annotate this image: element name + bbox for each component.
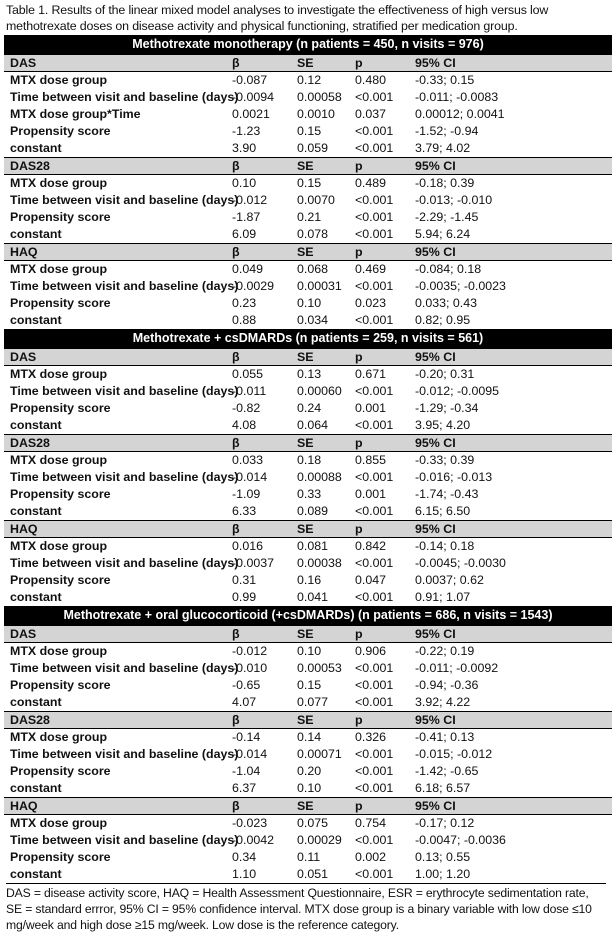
ci-value: -0.33; 0.39 bbox=[415, 453, 475, 467]
p-value: 0.002 bbox=[355, 850, 387, 864]
table-row bbox=[4, 643, 612, 660]
ci-value: 0.13; 0.55 bbox=[415, 850, 471, 864]
ci-value: -0.18; 0.39 bbox=[415, 176, 475, 190]
table-row bbox=[4, 555, 612, 572]
column-header: 95% CI bbox=[415, 436, 456, 450]
se-value: 0.00071 bbox=[297, 747, 342, 761]
column-header: β bbox=[232, 159, 240, 173]
column-header: p bbox=[355, 245, 363, 259]
column-header: SE bbox=[297, 350, 314, 364]
p-value: <0.001 bbox=[355, 470, 394, 484]
se-value: 0.21 bbox=[297, 210, 322, 224]
se-value: 0.18 bbox=[297, 453, 322, 467]
p-value: 0.754 bbox=[355, 816, 387, 830]
ci-value: -0.41; 0.13 bbox=[415, 730, 475, 744]
p-value: <0.001 bbox=[355, 193, 394, 207]
beta-value: 1.10 bbox=[232, 867, 257, 881]
p-value: <0.001 bbox=[355, 764, 394, 778]
row-label: MTX dose group bbox=[10, 539, 108, 553]
table-row bbox=[4, 312, 612, 329]
row-label: MTX dose group bbox=[10, 367, 108, 381]
ci-value: -1.74; -0.43 bbox=[415, 487, 479, 501]
outcome-name: DAS bbox=[10, 56, 37, 70]
section-header: Methotrexate + csDMARDs (n patients = 259, n visits = 561) bbox=[4, 329, 612, 348]
beta-value: -0.087 bbox=[232, 73, 268, 87]
p-value: 0.326 bbox=[355, 730, 387, 744]
row-label: Time between visit and baseline (days) bbox=[10, 90, 239, 104]
se-value: 0.00038 bbox=[297, 556, 342, 570]
se-value: 0.15 bbox=[297, 678, 322, 692]
beta-value: 0.055 bbox=[232, 367, 264, 381]
table-row bbox=[4, 140, 612, 157]
row-label: Propensity score bbox=[10, 487, 111, 501]
column-header: SE bbox=[297, 56, 314, 70]
ci-value: -0.015; -0.012 bbox=[415, 747, 493, 761]
row-label: MTX dose group*Time bbox=[10, 107, 141, 121]
column-header: 95% CI bbox=[415, 245, 456, 259]
beta-value: -0.014 bbox=[232, 747, 268, 761]
outcome-header bbox=[4, 348, 612, 366]
row-label: constant bbox=[10, 418, 62, 432]
ci-value: -2.29; -1.45 bbox=[415, 210, 479, 224]
p-value: <0.001 bbox=[355, 141, 394, 155]
row-label: MTX dose group bbox=[10, 730, 108, 744]
column-header: p bbox=[355, 436, 363, 450]
row-label: MTX dose group bbox=[10, 176, 108, 190]
row-label: constant bbox=[10, 867, 62, 881]
outcome-header bbox=[4, 434, 612, 452]
column-header: 95% CI bbox=[415, 56, 456, 70]
p-value: <0.001 bbox=[355, 590, 394, 604]
row-label: Propensity score bbox=[10, 850, 111, 864]
beta-value: 3.90 bbox=[232, 141, 257, 155]
table-row bbox=[4, 226, 612, 243]
table-row bbox=[4, 383, 612, 400]
row-label: constant bbox=[10, 141, 62, 155]
se-value: 0.00053 bbox=[297, 661, 342, 675]
outcome-name: HAQ bbox=[10, 245, 38, 259]
beta-value: 0.0021 bbox=[232, 107, 270, 121]
se-value: 0.00058 bbox=[297, 90, 342, 104]
beta-value: -1.23 bbox=[232, 124, 261, 138]
beta-value: 4.08 bbox=[232, 418, 257, 432]
table-row bbox=[4, 89, 612, 106]
beta-value: 0.016 bbox=[232, 539, 264, 553]
ci-value: -0.084; 0.18 bbox=[415, 262, 482, 276]
column-header: 95% CI bbox=[415, 713, 456, 727]
row-label: Time between visit and baseline (days) bbox=[10, 279, 239, 293]
se-value: 0.078 bbox=[297, 227, 329, 241]
p-value: 0.037 bbox=[355, 107, 387, 121]
beta-value: 6.37 bbox=[232, 781, 257, 795]
row-label: Time between visit and baseline (days) bbox=[10, 193, 239, 207]
outcome-name: DAS28 bbox=[10, 713, 50, 727]
row-label: MTX dose group bbox=[10, 262, 108, 276]
p-value: 0.671 bbox=[355, 367, 387, 381]
row-label: Propensity score bbox=[10, 764, 111, 778]
column-header: p bbox=[355, 159, 363, 173]
beta-value: 6.33 bbox=[232, 504, 257, 518]
ci-value: 0.0037; 0.62 bbox=[415, 573, 484, 587]
table-row bbox=[4, 572, 612, 589]
ci-value: 0.033; 0.43 bbox=[415, 296, 478, 310]
se-value: 0.077 bbox=[297, 695, 329, 709]
se-value: 0.0010 bbox=[297, 107, 335, 121]
beta-value: -0.023 bbox=[232, 816, 268, 830]
se-value: 0.10 bbox=[297, 644, 322, 658]
ci-value: -0.011; -0.0083 bbox=[415, 90, 499, 104]
table-row bbox=[4, 261, 612, 278]
beta-value: -0.0037 bbox=[232, 556, 275, 570]
p-value: <0.001 bbox=[355, 556, 394, 570]
se-value: 0.089 bbox=[297, 504, 329, 518]
se-value: 0.00088 bbox=[297, 470, 342, 484]
table-row bbox=[4, 832, 612, 849]
beta-value: -1.09 bbox=[232, 487, 261, 501]
ci-value: -0.012; -0.0095 bbox=[415, 384, 500, 398]
ci-value: -0.011; -0.0092 bbox=[415, 661, 499, 675]
se-value: 0.15 bbox=[297, 124, 322, 138]
column-header: β bbox=[232, 56, 240, 70]
table-row bbox=[4, 366, 612, 383]
se-value: 0.33 bbox=[297, 487, 322, 501]
se-value: 0.00029 bbox=[297, 833, 342, 847]
row-label: MTX dose group bbox=[10, 453, 108, 467]
table-row bbox=[4, 866, 612, 883]
row-label: Propensity score bbox=[10, 296, 111, 310]
beta-value: -0.014 bbox=[232, 470, 268, 484]
p-value: <0.001 bbox=[355, 867, 394, 881]
p-value: <0.001 bbox=[355, 781, 394, 795]
ci-value: -0.14; 0.18 bbox=[415, 539, 475, 553]
beta-value: 0.10 bbox=[232, 176, 257, 190]
se-value: 0.00060 bbox=[297, 384, 342, 398]
se-value: 0.0070 bbox=[297, 193, 335, 207]
outcome-name: DAS bbox=[10, 350, 37, 364]
beta-value: -0.011 bbox=[232, 384, 267, 398]
column-header: 95% CI bbox=[415, 627, 456, 641]
se-value: 0.059 bbox=[297, 141, 329, 155]
p-value: <0.001 bbox=[355, 661, 394, 675]
column-header: 95% CI bbox=[415, 350, 456, 364]
beta-value: 6.09 bbox=[232, 227, 257, 241]
row-label: Time between visit and baseline (days) bbox=[10, 833, 239, 847]
table-row bbox=[4, 486, 612, 503]
table-row bbox=[4, 400, 612, 417]
se-value: 0.14 bbox=[297, 730, 322, 744]
outcome-header bbox=[4, 243, 612, 261]
column-header: β bbox=[232, 522, 240, 536]
table-row bbox=[4, 660, 612, 677]
row-label: Time between visit and baseline (days) bbox=[10, 556, 239, 570]
table-row bbox=[4, 849, 612, 866]
beta-value: 0.99 bbox=[232, 590, 257, 604]
outcome-header bbox=[4, 157, 612, 175]
ci-value: 0.91; 1.07 bbox=[415, 590, 471, 604]
ci-value: -0.016; -0.013 bbox=[415, 470, 493, 484]
beta-value: -0.0029 bbox=[232, 279, 275, 293]
beta-value: -0.0094 bbox=[232, 90, 275, 104]
row-label: Time between visit and baseline (days) bbox=[10, 661, 239, 675]
row-label: Propensity score bbox=[10, 401, 111, 415]
ci-value: -0.0047; -0.0036 bbox=[415, 833, 506, 847]
row-label: constant bbox=[10, 781, 62, 795]
beta-value: -0.010 bbox=[232, 661, 268, 675]
p-value: 0.842 bbox=[355, 539, 387, 553]
p-value: <0.001 bbox=[355, 279, 394, 293]
ci-value: 3.79; 4.02 bbox=[415, 141, 471, 155]
outcome-header bbox=[4, 625, 612, 643]
beta-value: -0.0042 bbox=[232, 833, 275, 847]
se-value: 0.13 bbox=[297, 367, 322, 381]
column-header: SE bbox=[297, 436, 314, 450]
row-label: Propensity score bbox=[10, 210, 111, 224]
se-value: 0.20 bbox=[297, 764, 322, 778]
column-header: β bbox=[232, 799, 240, 813]
ci-value: 6.15; 6.50 bbox=[415, 504, 471, 518]
row-label: Propensity score bbox=[10, 573, 111, 587]
row-label: Time between visit and baseline (days) bbox=[10, 747, 239, 761]
p-value: 0.001 bbox=[355, 401, 387, 415]
table-row bbox=[4, 123, 612, 140]
p-value: 0.480 bbox=[355, 73, 387, 87]
table-row bbox=[4, 677, 612, 694]
beta-value: -0.012 bbox=[232, 193, 268, 207]
column-header: p bbox=[355, 350, 363, 364]
outcome-header bbox=[4, 797, 612, 815]
se-value: 0.10 bbox=[297, 296, 322, 310]
table-row bbox=[4, 469, 612, 486]
row-label: Propensity score bbox=[10, 124, 111, 138]
outcome-name: HAQ bbox=[10, 522, 38, 536]
p-value: <0.001 bbox=[355, 90, 394, 104]
table-row bbox=[4, 417, 612, 434]
beta-value: -0.82 bbox=[232, 401, 261, 415]
table-footnote: DAS = disease activity score, HAQ = Health Assessment Questionnaire, ESR = erythrocyte sedimentation rate, SE = standard errror, 95% CI = 95% confidence interval. MTX dose group is a binary variable with low dose ≤10 mg/week and high dose ≥15 mg/week. Low dose is the reference category. bbox=[6, 883, 606, 933]
column-header: SE bbox=[297, 627, 314, 641]
beta-value: 4.07 bbox=[232, 695, 257, 709]
ci-value: -1.52; -0.94 bbox=[415, 124, 479, 138]
se-value: 0.00031 bbox=[297, 279, 342, 293]
p-value: 0.855 bbox=[355, 453, 387, 467]
column-header: 95% CI bbox=[415, 799, 456, 813]
table-row bbox=[4, 538, 612, 555]
p-value: 0.023 bbox=[355, 296, 387, 310]
column-header: β bbox=[232, 627, 240, 641]
se-value: 0.15 bbox=[297, 176, 322, 190]
table-row bbox=[4, 780, 612, 797]
table-caption: Table 1. Results of the linear mixed model analyses to investigate the effectiveness of high versus low methotrexate doses on disease activity and physical functioning, stratified per medication group. bbox=[6, 3, 549, 33]
beta-value: 0.23 bbox=[232, 296, 257, 310]
beta-value: -0.012 bbox=[232, 644, 268, 658]
row-label: MTX dose group bbox=[10, 73, 108, 87]
p-value: 0.906 bbox=[355, 644, 387, 658]
column-header: SE bbox=[297, 159, 314, 173]
ci-value: 0.00012; 0.0041 bbox=[415, 107, 505, 121]
se-value: 0.16 bbox=[297, 573, 322, 587]
column-header: SE bbox=[297, 799, 314, 813]
column-header: p bbox=[355, 56, 363, 70]
column-header: β bbox=[232, 713, 240, 727]
p-value: <0.001 bbox=[355, 678, 394, 692]
ci-value: 0.82; 0.95 bbox=[415, 313, 471, 327]
row-label: Time between visit and baseline (days) bbox=[10, 384, 239, 398]
table-row bbox=[4, 175, 612, 192]
column-header: SE bbox=[297, 245, 314, 259]
se-value: 0.075 bbox=[297, 816, 329, 830]
table-row bbox=[4, 72, 612, 89]
section-header: Methotrexate + oral glucocorticoid (+csDMARDs) (n patients = 686, n visits = 1543) bbox=[4, 606, 612, 625]
ci-value: -0.013; -0.010 bbox=[415, 193, 493, 207]
p-value: <0.001 bbox=[355, 313, 394, 327]
ci-value: -0.0035; -0.0023 bbox=[415, 279, 506, 293]
row-label: MTX dose group bbox=[10, 816, 108, 830]
p-value: <0.001 bbox=[355, 747, 394, 761]
beta-value: 0.049 bbox=[232, 262, 264, 276]
ci-value: 3.95; 4.20 bbox=[415, 418, 471, 432]
outcome-name: DAS bbox=[10, 627, 37, 641]
p-value: <0.001 bbox=[355, 227, 394, 241]
row-label: constant bbox=[10, 504, 62, 518]
table-row bbox=[4, 209, 612, 226]
ci-value: -0.22; 0.19 bbox=[415, 644, 475, 658]
row-label: MTX dose group bbox=[10, 644, 108, 658]
table-row bbox=[4, 763, 612, 780]
table-row bbox=[4, 106, 612, 123]
p-value: 0.489 bbox=[355, 176, 387, 190]
column-header: β bbox=[232, 436, 240, 450]
ci-value: -0.17; 0.12 bbox=[415, 816, 475, 830]
column-header: p bbox=[355, 627, 363, 641]
table-row bbox=[4, 746, 612, 763]
se-value: 0.051 bbox=[297, 867, 329, 881]
se-value: 0.081 bbox=[297, 539, 329, 553]
p-value: <0.001 bbox=[355, 418, 394, 432]
outcome-header bbox=[4, 54, 612, 72]
se-value: 0.10 bbox=[297, 781, 322, 795]
se-value: 0.064 bbox=[297, 418, 329, 432]
se-value: 0.11 bbox=[297, 850, 321, 864]
row-label: constant bbox=[10, 227, 62, 241]
beta-value: 0.34 bbox=[232, 850, 257, 864]
ci-value: 6.18; 6.57 bbox=[415, 781, 471, 795]
row-label: Time between visit and baseline (days) bbox=[10, 470, 239, 484]
column-header: p bbox=[355, 522, 363, 536]
outcome-name: HAQ bbox=[10, 799, 38, 813]
table-row bbox=[4, 503, 612, 520]
p-value: <0.001 bbox=[355, 504, 394, 518]
table-row bbox=[4, 452, 612, 469]
beta-value: 0.033 bbox=[232, 453, 264, 467]
beta-value: 0.31 bbox=[232, 573, 257, 587]
row-label: Propensity score bbox=[10, 678, 111, 692]
row-label: constant bbox=[10, 590, 62, 604]
ci-value: -0.0045; -0.0030 bbox=[415, 556, 506, 570]
row-label: constant bbox=[10, 695, 62, 709]
table-row bbox=[4, 589, 612, 606]
beta-value: -1.04 bbox=[232, 764, 261, 778]
se-value: 0.041 bbox=[297, 590, 329, 604]
section-header: Methotrexate monotherapy (n patients = 450, n visits = 976) bbox=[4, 35, 612, 54]
column-header: 95% CI bbox=[415, 159, 456, 173]
results-table bbox=[4, 35, 612, 883]
table-row bbox=[4, 278, 612, 295]
ci-value: -0.33; 0.15 bbox=[415, 73, 475, 87]
beta-value: 0.88 bbox=[232, 313, 257, 327]
p-value: <0.001 bbox=[355, 124, 394, 138]
column-header: β bbox=[232, 245, 240, 259]
table-row bbox=[4, 694, 612, 711]
column-header: p bbox=[355, 799, 363, 813]
p-value: 0.047 bbox=[355, 573, 387, 587]
beta-value: -1.87 bbox=[232, 210, 261, 224]
beta-value: -0.14 bbox=[232, 730, 261, 744]
p-value: <0.001 bbox=[355, 210, 394, 224]
column-header: SE bbox=[297, 522, 314, 536]
outcome-header bbox=[4, 711, 612, 729]
table-row bbox=[4, 192, 612, 209]
ci-value: 5.94; 6.24 bbox=[415, 227, 471, 241]
ci-value: -0.94; -0.36 bbox=[415, 678, 479, 692]
row-label: constant bbox=[10, 313, 62, 327]
se-value: 0.24 bbox=[297, 401, 322, 415]
p-value: 0.001 bbox=[355, 487, 387, 501]
table-row bbox=[4, 815, 612, 832]
outcome-name: DAS28 bbox=[10, 159, 50, 173]
p-value: 0.469 bbox=[355, 262, 387, 276]
p-value: <0.001 bbox=[355, 384, 394, 398]
column-header: p bbox=[355, 713, 363, 727]
outcome-name: DAS28 bbox=[10, 436, 50, 450]
p-value: <0.001 bbox=[355, 833, 394, 847]
column-header: SE bbox=[297, 713, 314, 727]
p-value: <0.001 bbox=[355, 695, 394, 709]
table-row bbox=[4, 295, 612, 312]
ci-value: -0.20; 0.31 bbox=[415, 367, 475, 381]
se-value: 0.034 bbox=[297, 313, 329, 327]
se-value: 0.068 bbox=[297, 262, 329, 276]
se-value: 0.12 bbox=[297, 73, 322, 87]
outcome-header bbox=[4, 520, 612, 538]
ci-value: 3.92; 4.22 bbox=[415, 695, 471, 709]
ci-value: -1.29; -0.34 bbox=[415, 401, 479, 415]
table-row bbox=[4, 729, 612, 746]
column-header: β bbox=[232, 350, 240, 364]
beta-value: -0.65 bbox=[232, 678, 261, 692]
ci-value: 1.00; 1.20 bbox=[415, 867, 471, 881]
column-header: 95% CI bbox=[415, 522, 456, 536]
ci-value: -1.42; -0.65 bbox=[415, 764, 479, 778]
